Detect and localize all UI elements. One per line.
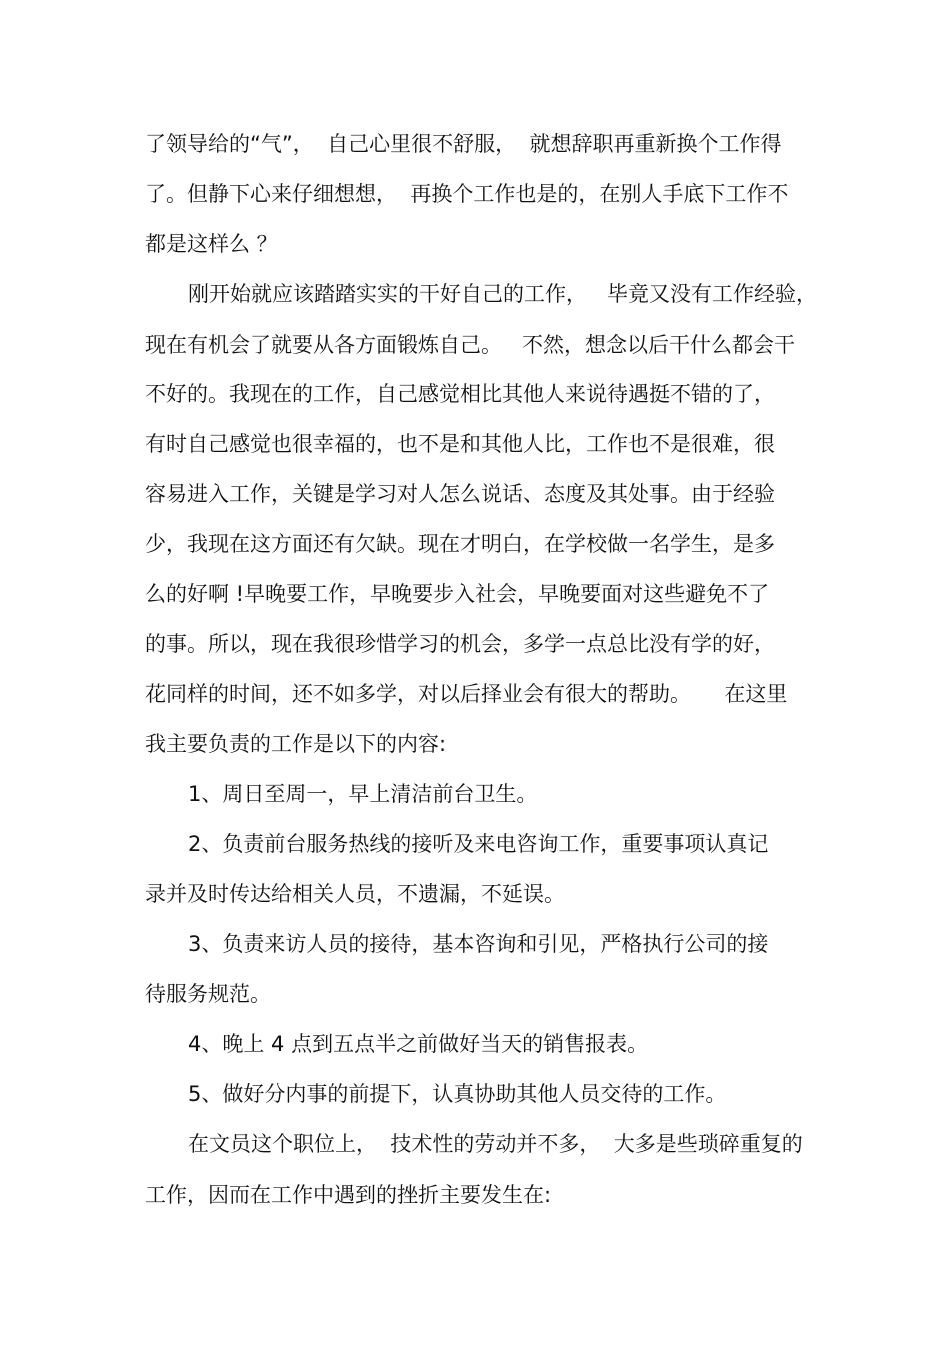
list-item-2: 2、负责前台服务热线的接听及来电咨询工作，重要事项认真记 — [188, 832, 769, 856]
list-item-2-continued: 录并及时传达给相关人员，不遗漏，不延误。 — [145, 882, 565, 906]
text-line-1: 了领导给的“气”， 自己心里很不舒服， 就想辞职再重新换个工作得 — [145, 132, 782, 156]
text-line-4: 刚开始就应该踏踏实实的干好自己的工作， 毕竟又没有工作经验， — [188, 282, 818, 306]
text-line-3: 都是这样么 ？ — [145, 232, 278, 256]
text-line-8: 容易进入工作，关键是学习对人怎么说话、态度及其处事。由于经验 — [145, 482, 775, 506]
text-line-9: 少，我现在这方面还有欠缺。现在才明白，在学校做一名学生，是多 — [145, 532, 775, 556]
text-line-14: 在文员这个职位上， 技术性的劳动并不多， 大多是些琐碎重复的 — [188, 1132, 803, 1156]
text-line-13: 我主要负责的工作是以下的内容: — [145, 732, 447, 756]
text-line-15: 工作，因而在工作中遇到的挫折主要发生在: — [145, 1183, 552, 1207]
list-item-5: 5、做好分内事的前提下，认真协助其他人员交待的工作。 — [188, 1082, 727, 1106]
text-line-12: 花同样的时间，还不如多学，对以后择业会有很大的帮助。 在这里 — [145, 682, 788, 706]
text-line-10: 么的好啊 !早晚要工作，早晚要步入社会，早晚要面对这些避免不了 — [145, 582, 770, 606]
text-line-5: 现在有机会了就要从各方面锻炼自己。 不然，想念以后干什么都会干 — [145, 333, 796, 357]
list-item-3-continued: 待服务规范。 — [145, 982, 271, 1006]
list-item-3: 3、负责来访人员的接待，基本咨询和引见，严格执行公司的接 — [188, 932, 769, 956]
list-item-1: 1、周日至周一，早上清洁前台卫生。 — [188, 782, 538, 806]
text-line-7: 有时自己感觉也很幸福的，也不是和其他人比，工作也不是很难，很 — [145, 432, 775, 456]
list-item-4: 4、晚上 4 点到五点半之前做好当天的销售报表。 — [188, 1032, 649, 1056]
text-line-11: 的事。所以，现在我很珍惜学习的机会，多学一点总比没有学的好， — [145, 632, 775, 656]
text-line-6: 不好的。我现在的工作，自己感觉相比其他人来说待遇挺不错的了， — [145, 382, 775, 406]
text-line-2: 了。但静下心来仔细想想， 再换个工作也是的，在别人手底下工作不 — [145, 182, 789, 206]
